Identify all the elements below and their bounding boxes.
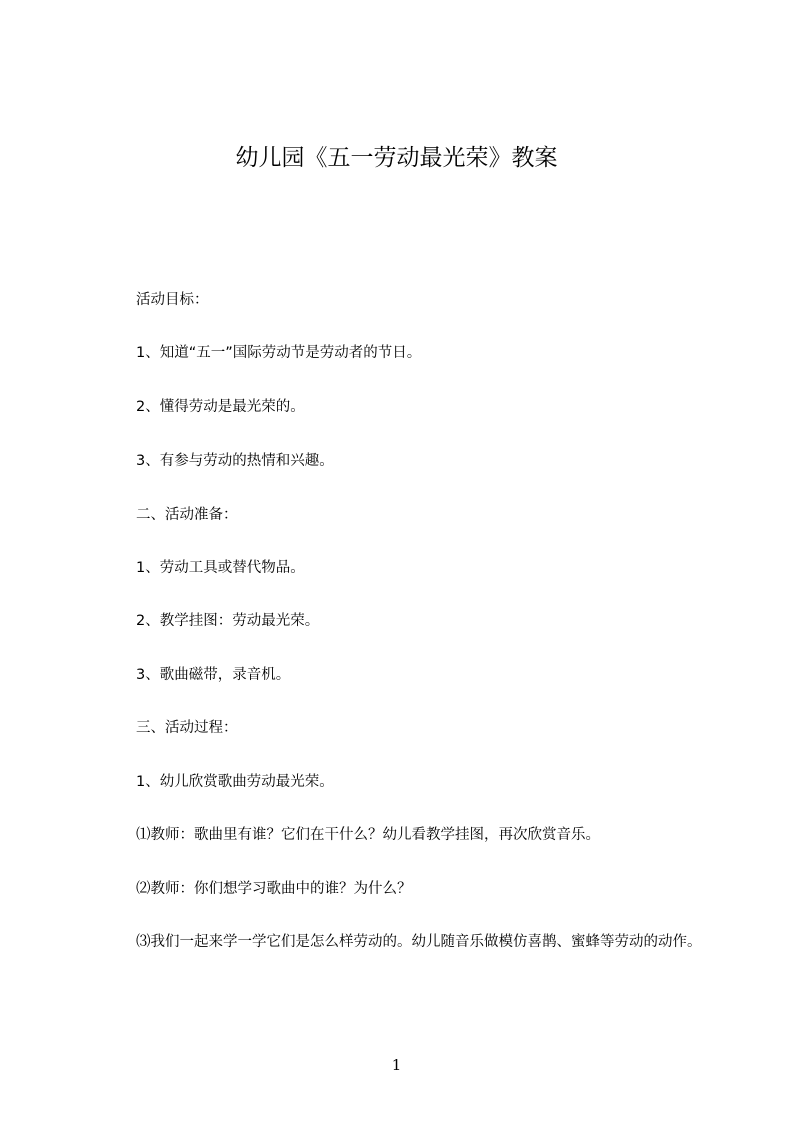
paragraph-goal-2: 2、懂得劳动是最光荣的。 <box>136 399 305 415</box>
paragraph-activity-goals-heading: 活动目标： <box>136 292 209 308</box>
page-number: 1 <box>391 1056 402 1074</box>
paragraph-process-heading: 三、活动过程： <box>136 720 238 736</box>
paragraph-preparation-heading: 二、活动准备： <box>136 507 238 523</box>
paragraph-process-1: 1、幼儿欣赏歌曲劳动最光荣。 <box>136 774 334 790</box>
paragraph-process-1-step-3: ⑶我们一起来学一学它们是怎么样劳动的。幼儿随音乐做模仿喜鹊、蜜蜂等劳动的动作。 <box>136 934 702 950</box>
paragraph-preparation-2: 2、教学挂图：劳动最光荣。 <box>136 613 320 629</box>
paragraph-preparation-1: 1、劳动工具或替代物品。 <box>136 560 305 576</box>
paragraph-process-1-step-1: ⑴教师：歌曲里有谁？它们在干什么？幼儿看教学挂图，再次欣赏音乐。 <box>136 827 600 843</box>
document-title: 幼儿园《五一劳动最光荣》教案 <box>235 145 558 171</box>
paragraph-goal-3: 3、有参与劳动的热情和兴趣。 <box>136 453 334 469</box>
paragraph-goal-1: 1、知道“五一”国际劳动节是劳动者的节日。 <box>136 345 422 361</box>
paragraph-preparation-3: 3、歌曲磁带，录音机。 <box>136 667 291 683</box>
paragraph-process-1-step-2: ⑵教师：你们想学习歌曲中的谁？为什么？ <box>136 881 412 897</box>
